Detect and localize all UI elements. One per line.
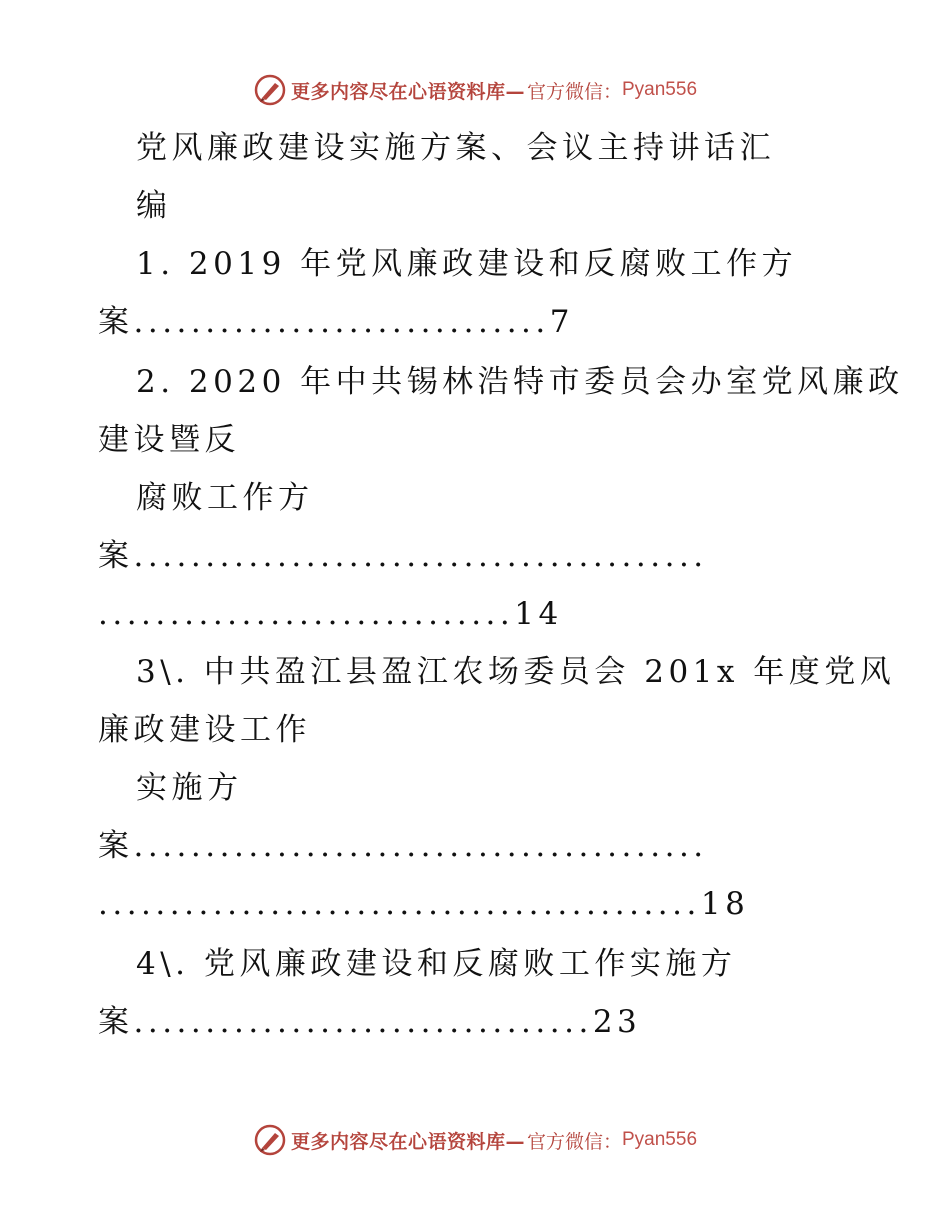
watermark-text: 更多内容尽在心语资料库— <box>290 1130 525 1153</box>
toc-entry-4-line-2: 案................................23 <box>98 1004 642 1040</box>
watermark-wechat-label: 官方微信： <box>526 1130 622 1153</box>
doc-title-line-1: 党风廉政建设实施方案、会议主持讲话汇 <box>136 130 775 166</box>
toc-entry-2-line-2: 建设暨反 <box>98 422 240 458</box>
watermark-wechat-label: 官方微信： <box>526 80 622 103</box>
toc-entry-2-line-1: 2. 2020 年中共锡林浩特市委员会办室党风廉政 <box>136 364 904 400</box>
toc-entry-4-line-1: 4\. 党风廉政建设和反腐败工作实施方 <box>136 946 737 982</box>
toc-entry-3-line-2: 廉政建设工作 <box>98 712 311 748</box>
toc-entry-3-line-3: 实施方 <box>136 770 243 806</box>
watermark-wechat-id: Pyan556 <box>622 1129 698 1150</box>
pen-logo-icon <box>253 1123 287 1157</box>
watermark-text: 更多内容尽在心语资料库— <box>290 80 525 103</box>
toc-entry-1-line-1: 1. 2019 年党风廉政建设和反腐败工作方 <box>136 246 798 282</box>
toc-entry-3-line-5: ..........................................18 <box>98 886 750 922</box>
toc-entry-3-line-4: 案........................................ <box>98 828 708 864</box>
toc-entry-2-line-3: 腐败工作方 <box>136 480 314 516</box>
doc-title-line-2: 编 <box>136 188 172 224</box>
watermark-banner-bottom <box>0 1120 950 1160</box>
toc-entry-3-line-1: 3\. 中共盈江县盈江农场委员会 201x 年度党风 <box>136 654 896 690</box>
watermark-wechat-id: Pyan556 <box>622 79 698 100</box>
toc-entry-2-line-5: .............................14 <box>98 596 563 632</box>
toc-entry-1-line-2: 案.............................7 <box>98 304 574 340</box>
toc-entry-2-line-4: 案........................................ <box>98 538 708 574</box>
